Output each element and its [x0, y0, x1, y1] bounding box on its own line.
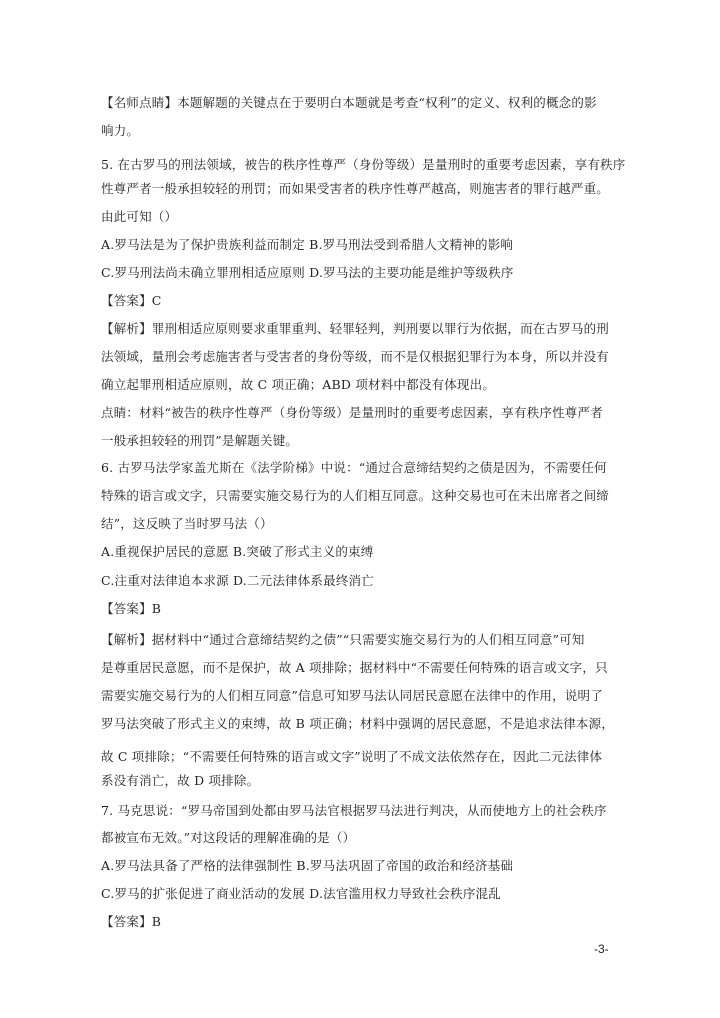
page-number: -3- — [594, 942, 609, 956]
text-line: 故 C 项排除；“不需要任何特殊的语言或文字”说明了不成文法依然存在，因此二元法律体 — [101, 749, 603, 764]
question-7-text: 7. 马克思说：“罗马帝国到处都由罗马法官根据罗马法进行判决，从而使地方上的社会秩序 — [101, 803, 607, 818]
text-line: 是尊重居民意愿，而不是保护，故 A 项排除；据材料中“不需要任何特殊的语言或文字，只 — [101, 660, 608, 675]
question-7-option: A.罗马法具备了严格的法律强制性 B.罗马法巩固了帝国的政治和经济基础 — [101, 858, 514, 873]
question-7-option: C.罗马的扩张促进了商业活动的发展 D.法官滥用权力导致社会秩序混乱 — [101, 886, 501, 901]
text-line: 响力。 — [101, 123, 140, 138]
question-5-text: 5. 在古罗马的刑法领域，被告的秩序性尊严（身份等级）是量刑时的重要考虑因素，享有秩序 — [101, 157, 626, 172]
answer-label: 【答案】B — [101, 601, 162, 616]
text-line: 【名师点睛】本题解题的关键点在于要明白本题就是考查“权利”的定义、权利的概念的影 — [101, 95, 597, 110]
text-line: 性尊严者一般承担较轻的刑罚；而如果受害者的秩序性尊严越高，则施害者的罪行越严重。 — [101, 181, 610, 196]
text-line: 特殊的语言或文字，只需要实施交易行为的人们相互同意。这种交易也可在未出席者之间缔 — [101, 488, 610, 503]
text-line: 结”，这反映了当时罗马法（） — [101, 516, 273, 531]
question-6-text: 6. 古罗马法学家盖尤斯在《法学阶梯》中说：“通过合意缔结契约之债是因为，不需要任何 — [101, 460, 607, 475]
analysis-line: 【解析】罪刑相适应原则要求重罪重判、轻罪轻判，判刑要以罪行为依据，而在古罗马的刑 — [101, 321, 610, 336]
question-6-option: C.注重对法律追本求源 D.二元法律体系最终消亡 — [101, 573, 374, 588]
text-line: 罗马法突破了形式主义的束缚，故 B 项正确；材料中强调的居民意愿，不是追求法律本源， — [101, 716, 615, 731]
text-line: 需要实施交易行为的人们相互同意”信息可知罗马法认同居民意愿在法律中的作用，说明了 — [101, 688, 603, 703]
question-6-option: A.重视保护居民的意愿 B.突破了形式主义的束缚 — [101, 544, 374, 559]
question-5-option: A.罗马法是为了保护贵族利益而制定 B.罗马刑法受到希腊人文精神的影响 — [101, 237, 514, 252]
text-line: 由此可知（） — [101, 209, 178, 224]
answer-label: 【答案】B — [101, 914, 162, 929]
analysis-line: 【解析】据材料中“通过合意缔结契约之债”“只需要实施交易行为的人们相互同意”可知 — [101, 632, 585, 647]
hint-line: 点睛：材料“被告的秩序性尊严（身份等级）是量刑时的重要考虑因素，享有秩序性尊严者 — [101, 405, 603, 420]
text-line: 确立起罪刑相适应原则，故 C 项正确；ABD 项材料中都没有体现出。 — [101, 377, 496, 392]
text-line: 系没有消亡，故 D 项排除。 — [101, 773, 260, 788]
question-5-option: C.罗马刑法尚未确立罪刑相适应原则 D.罗马法的主要功能是维护等级秩序 — [101, 265, 514, 280]
text-line: 都被宣布无效。”对这段话的理解准确的是（） — [101, 830, 356, 845]
text-line: 一般承担较轻的刑罚”是解题关键。 — [101, 433, 299, 448]
answer-label: 【答案】C — [101, 293, 162, 308]
text-line: 法领域，量刑会考虑施害者与受害者的身份等级，而不是仅根据犯罪行为本身，所以并没有 — [101, 349, 610, 364]
